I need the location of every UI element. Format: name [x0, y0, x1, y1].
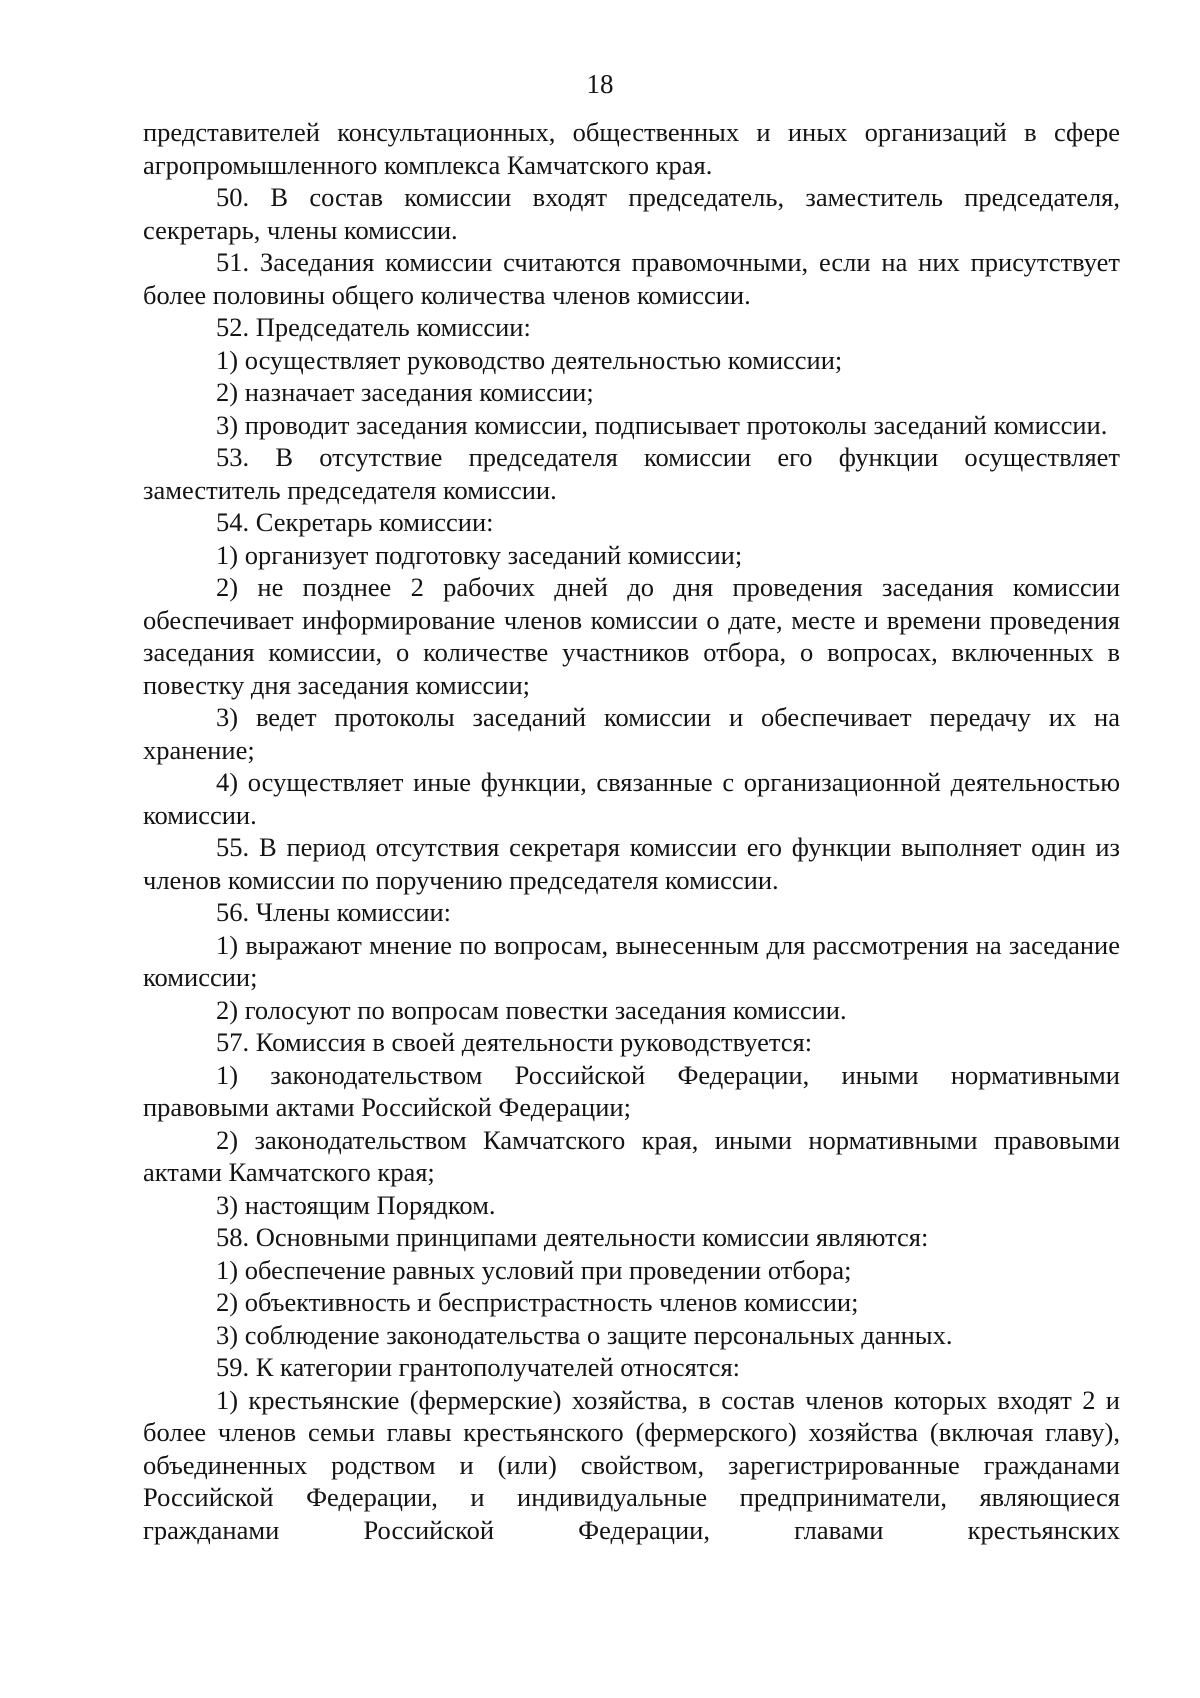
paragraph-58-item-1: 1) обеспечение равных условий при проведении отбора;: [216, 1254, 852, 1285]
page-number: 18: [586, 69, 614, 99]
paragraph-59: 59. К категории грантополучателей относятся:: [216, 1352, 741, 1382]
paragraph-57: 57. Комиссия в своей деятельности руководствуется:: [216, 1027, 813, 1057]
paragraph-58-item-2: 2) объективность и беспристрастность членов комиссии;: [216, 1287, 859, 1317]
paragraph-51: 51. Заседания комиссии считаются правомочными, если на них присутствует более половины общего количества членов комиссии.: [143, 247, 1120, 310]
paragraph-56-item-1: 1) выражают мнение по вопросам, вынесенным для рассмотрения на заседание комиссии;: [143, 929, 1120, 992]
paragraph-59-item-1: 1) крестьянские (фермерские) хозяйства, в состав членов которых входят 2 и более членов семьи главы крестьянского (фермерского) хозяйства (включая главу), объединенных родством и (или) свойством, зарегистрированные гражданами Российской Федерации, и индивидуальные предприниматели, являющиеся гражданами Российской Федерации, главами крестьянских: [143, 1384, 1120, 1545]
paragraph-54-item-2: 2) не позднее 2 рабочих дней до дня проведения заседания комиссии обеспечивает информирование членов комиссии о дате, месте и времени проведения заседания комиссии, о количестве участников отбора, о вопросах, включенных в повестку дня заседания комиссии;: [143, 572, 1120, 700]
paragraph-57-item-1: 1) законодательством Российской Федерации, иными нормативными правовыми актами Российской Федерации;: [143, 1059, 1120, 1122]
paragraph-54: 54. Секретарь комиссии:: [216, 507, 494, 537]
paragraph-55: 55. В период отсутствия секретаря комиссии его функции выполняет один из членов комиссии по поручению председателя комиссии.: [143, 832, 1120, 895]
paragraph-52: 52. Председатель комиссии:: [216, 312, 531, 342]
paragraph-54-item-3: 3) ведет протоколы заседаний комиссии и обеспечивает передачу их на хранение;: [143, 702, 1120, 765]
paragraph-50: 50. В состав комиссии входят председатель, заместитель председателя, секретарь, члены комиссии.: [143, 182, 1120, 245]
paragraph-52-item-2: 2) назначает заседания комиссии;: [216, 377, 594, 407]
paragraph-52-item-1: 1) осуществляет руководство деятельностью комиссии;: [216, 344, 843, 375]
paragraph-54-item-1: 1) организует подготовку заседаний комиссии;: [216, 539, 743, 570]
paragraph-56: 56. Члены комиссии:: [216, 897, 452, 927]
paragraph-56-item-2: 2) голосуют по вопросам повестки заседания комиссии.: [216, 994, 847, 1025]
paragraph-58-item-3: 3) соблюдение законодательства о защите персональных данных.: [216, 1319, 953, 1350]
paragraph-continuation: представителей консультационных, общественных и иных организаций в сфере агропромышленного комплекса Камчатского края.: [143, 117, 1120, 180]
paragraph-54-item-4: 4) осуществляет иные функции, связанные с организационной деятельностью комиссии.: [143, 767, 1120, 830]
paragraph-53: 53. В отсутствие председателя комиссии его функции осуществляет заместитель председателя комиссии.: [143, 442, 1120, 505]
paragraph-57-item-2: 2) законодательством Камчатского края, иными нормативными правовыми актами Камчатского края;: [143, 1124, 1120, 1187]
paragraph-52-item-3: 3) проводит заседания комиссии, подписывает протоколы заседаний комиссии.: [216, 409, 1108, 440]
paragraph-58: 58. Основными принципами деятельности комиссии являются:: [216, 1222, 929, 1252]
document-body: [143, 116, 1120, 1546]
paragraph-57-item-3: 3) настоящим Порядком.: [216, 1189, 496, 1220]
